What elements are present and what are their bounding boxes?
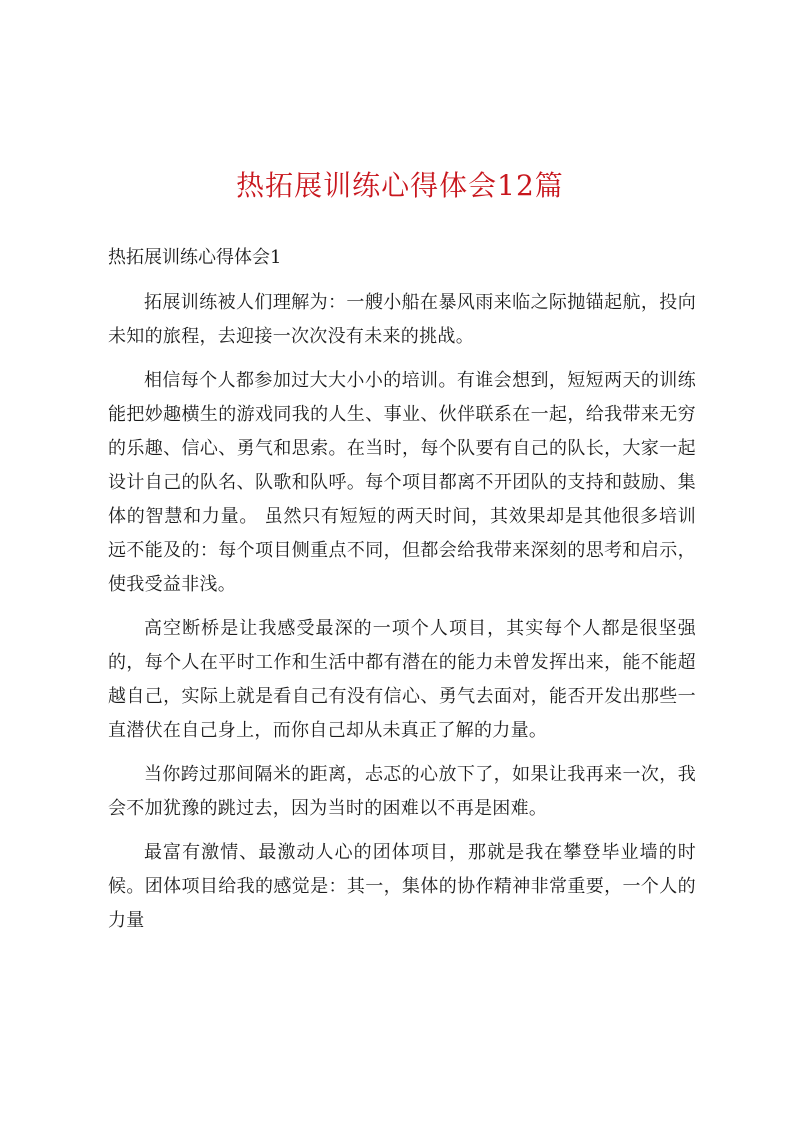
- paragraph-5: 最富有激情、最激动人心的团体项目，那就是我在攀登毕业墙的时候。团体项目给我的感觉是：其一，集体的协作精神非常重要，一个人的力量: [108, 842, 696, 931]
- section-heading: 热拓展训练心得体会1: [108, 247, 282, 268]
- paragraph-4: 当你跨过那间隔米的距离，忐忑的心放下了，如果让我再来一次，我会不加犹豫的跳过去，因为当时的困难以不再是困难。: [108, 764, 696, 819]
- document-title: 热拓展训练心得体会12篇: [236, 169, 564, 202]
- paragraph-2: 相信每个人都参加过大大小小的培训。有谁会想到，短短两天的训练能把妙趣横生的游戏同我的人生、事业、伙伴联系在一起，给我带来无穷的乐趣、信心、勇气和思索。在当时，每个队要有自己的队长，大家一起设计自己的队名、队歌和队呼。每个项目都离不开团队的支持和鼓励、集体的智慧和力量。 虽然只有短短的两天时间，其效果却是其他很多培训远不能及的：每个项目侧重点不同，但都会给我带来深刻的思考和启示，使我受益非浅。: [108, 370, 696, 595]
- paragraph-3: 高空断桥是让我感受最深的一项个人项目，其实每个人都是很坚强的，每个人在平时工作和生活中都有潜在的能力未曾发挥出来，能不能超越自己，实际上就是看自己有没有信心、勇气去面对，能否开发出那些一直潜伏在自己身上，而你自己却从未真正了解的力量。: [108, 618, 696, 741]
- paragraph-1: 拓展训练被人们理解为：一艘小船在暴风雨来临之际抛锚起航，投向未知的旅程，去迎接一次次没有未来的挑战。: [108, 292, 696, 347]
- document-body: [108, 286, 696, 948]
